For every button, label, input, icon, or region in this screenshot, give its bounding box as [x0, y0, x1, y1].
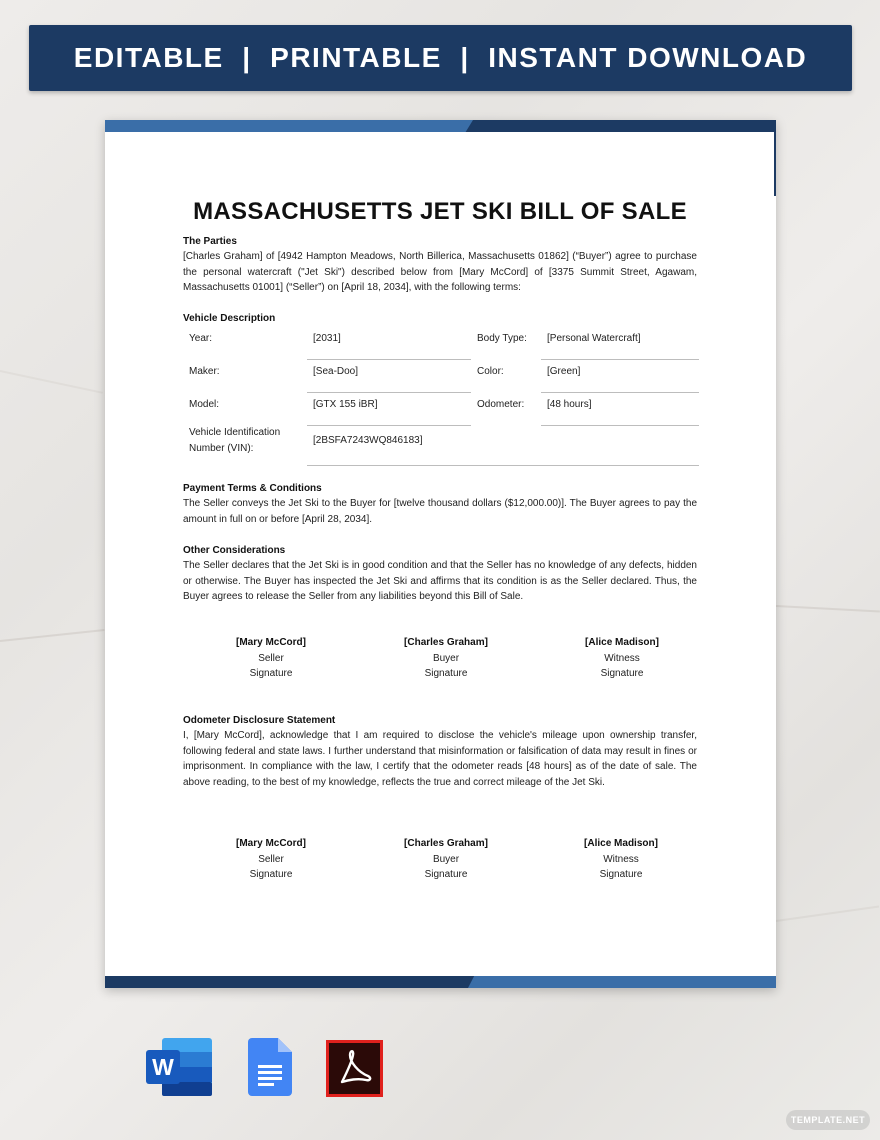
signature-label: Signature: [249, 668, 293, 679]
signature-name: [Alice Madison]: [585, 637, 659, 648]
banner-text: EDITABLE | PRINTABLE | INSTANT DOWNLOAD: [73, 42, 808, 73]
document-page: [105, 120, 776, 988]
signature-seller: [201, 836, 341, 883]
color-line: [541, 392, 699, 393]
svg-text:W: W: [152, 1054, 174, 1080]
adobe-pdf-icon[interactable]: [326, 1040, 383, 1097]
word-icon[interactable]: [146, 1038, 212, 1096]
document-title: MASSACHUSETTS JET SKI BILL OF SALE: [193, 198, 687, 225]
google-docs-icon[interactable]: [248, 1038, 292, 1096]
odometer-line: [541, 425, 699, 426]
section-heading-odometer-disclosure: Odometer Disclosure Statement: [183, 715, 336, 726]
signature-label: Signature: [599, 869, 643, 880]
odometer-value: [48 hours]: [547, 399, 592, 410]
signature-name: [Mary McCord]: [235, 637, 306, 648]
signature-label: Signature: [424, 668, 468, 679]
signature-witness: [552, 635, 692, 682]
signature-role: Buyer: [432, 853, 460, 865]
maker-value: [Sea-Doo]: [313, 366, 359, 377]
vin-value: [2BSFA7243WQ846183]: [313, 435, 423, 446]
signature-role: Seller: [258, 652, 284, 664]
signature-label: Signature: [424, 869, 468, 880]
section-heading-payment: Payment Terms & Conditions: [183, 483, 322, 494]
marble-vein: [776, 906, 879, 922]
signature-buyer: [376, 836, 516, 883]
parties-text: [Charles Graham] of [4942 Hampton Meadows, North Billerica, Massachusetts 01862] (“Buyer”) agree to purchase the personal watercraft ("Jet Ski") described below from [Mary McCord] of [3375 Summit Street, Agawam, Massachusetts 01001] (“Seller”) on [April 18, 2034], with the following terms:: [183, 251, 697, 293]
signature-role: Seller: [258, 853, 284, 865]
odometer-label: Odometer:: [477, 399, 525, 410]
signature-seller: [201, 635, 341, 682]
year-line: [307, 359, 471, 360]
top-stripe: [105, 120, 776, 132]
signature-buyer: [376, 635, 516, 682]
marble-vein: [0, 370, 103, 394]
vin-label: [189, 425, 280, 456]
model-label: Model:: [189, 399, 220, 410]
signature-name: [Alice Madison]: [584, 838, 658, 849]
body-type-line: [541, 359, 699, 360]
signature-label: Signature: [600, 668, 644, 679]
signature-role: Buyer: [432, 652, 460, 664]
signature-name: [Charles Graham]: [404, 838, 488, 849]
maker-label: Maker:: [189, 366, 220, 377]
other-considerations-text: The Seller declares that the Jet Ski is in good condition and that the Seller has no knowledge of any defects, hidden or otherwise. The Buyer has inspected the Jet Ski and affirms that its condition is as the Seller declared. Thus, the Buyer agrees to release the Seller from any liabilities beyond this Bill of Sale.: [183, 560, 697, 602]
payment-text: The Seller conveys the Jet Ski to the Buyer for [twelve thousand dollars ($12,000.00)]. The Buyer agrees to pay the amount in full on or before [April 28, 2034].: [183, 498, 697, 525]
section-heading-parties: The Parties: [183, 236, 237, 247]
maker-line: [307, 392, 471, 393]
marble-vein: [776, 605, 880, 612]
top-banner: [29, 25, 852, 91]
signature-label: Signature: [249, 869, 293, 880]
color-label: Color:: [477, 366, 504, 377]
signature-role: Witness: [603, 853, 639, 865]
signature-name: [Mary McCord]: [235, 838, 306, 849]
year-value: [2031]: [313, 333, 341, 344]
page-edge-mark: [774, 132, 776, 196]
vin-label-line2: Number (VIN):: [189, 442, 254, 454]
signature-witness: [551, 836, 691, 883]
model-line: [307, 425, 471, 426]
vin-line: [307, 465, 699, 466]
vin-label-line1: Vehicle Identification: [189, 427, 281, 438]
signature-name: [Charles Graham]: [404, 637, 488, 648]
marble-vein: [0, 629, 105, 642]
year-label: Year:: [189, 333, 212, 344]
section-heading-vehicle-description: Vehicle Description: [183, 313, 276, 324]
color-value: [Green]: [547, 366, 581, 377]
odometer-disclosure-text: I, [Mary McCord], acknowledge that I am required to disclose the vehicle's mileage upon ownership transfer, following federal and state laws. I further understand that misinformation or falsification of data may result in fines or imprisonment. In compliance with the law, I certify that the odometer reads [48 hours] as of the date of sale. The above reading, to the best of my knowledge, reflects the true and correct mileage of the Jet Ski.: [183, 730, 697, 788]
template-net-badge: TEMPLATE.NET: [786, 1110, 870, 1130]
bottom-stripe: [105, 976, 776, 988]
body-type-label: Body Type:: [477, 333, 527, 344]
signature-role: Witness: [604, 652, 640, 664]
model-value: [GTX 155 iBR]: [313, 399, 378, 410]
section-heading-other: Other Considerations: [183, 545, 286, 556]
body-type-value: [Personal Watercraft]: [547, 333, 641, 344]
